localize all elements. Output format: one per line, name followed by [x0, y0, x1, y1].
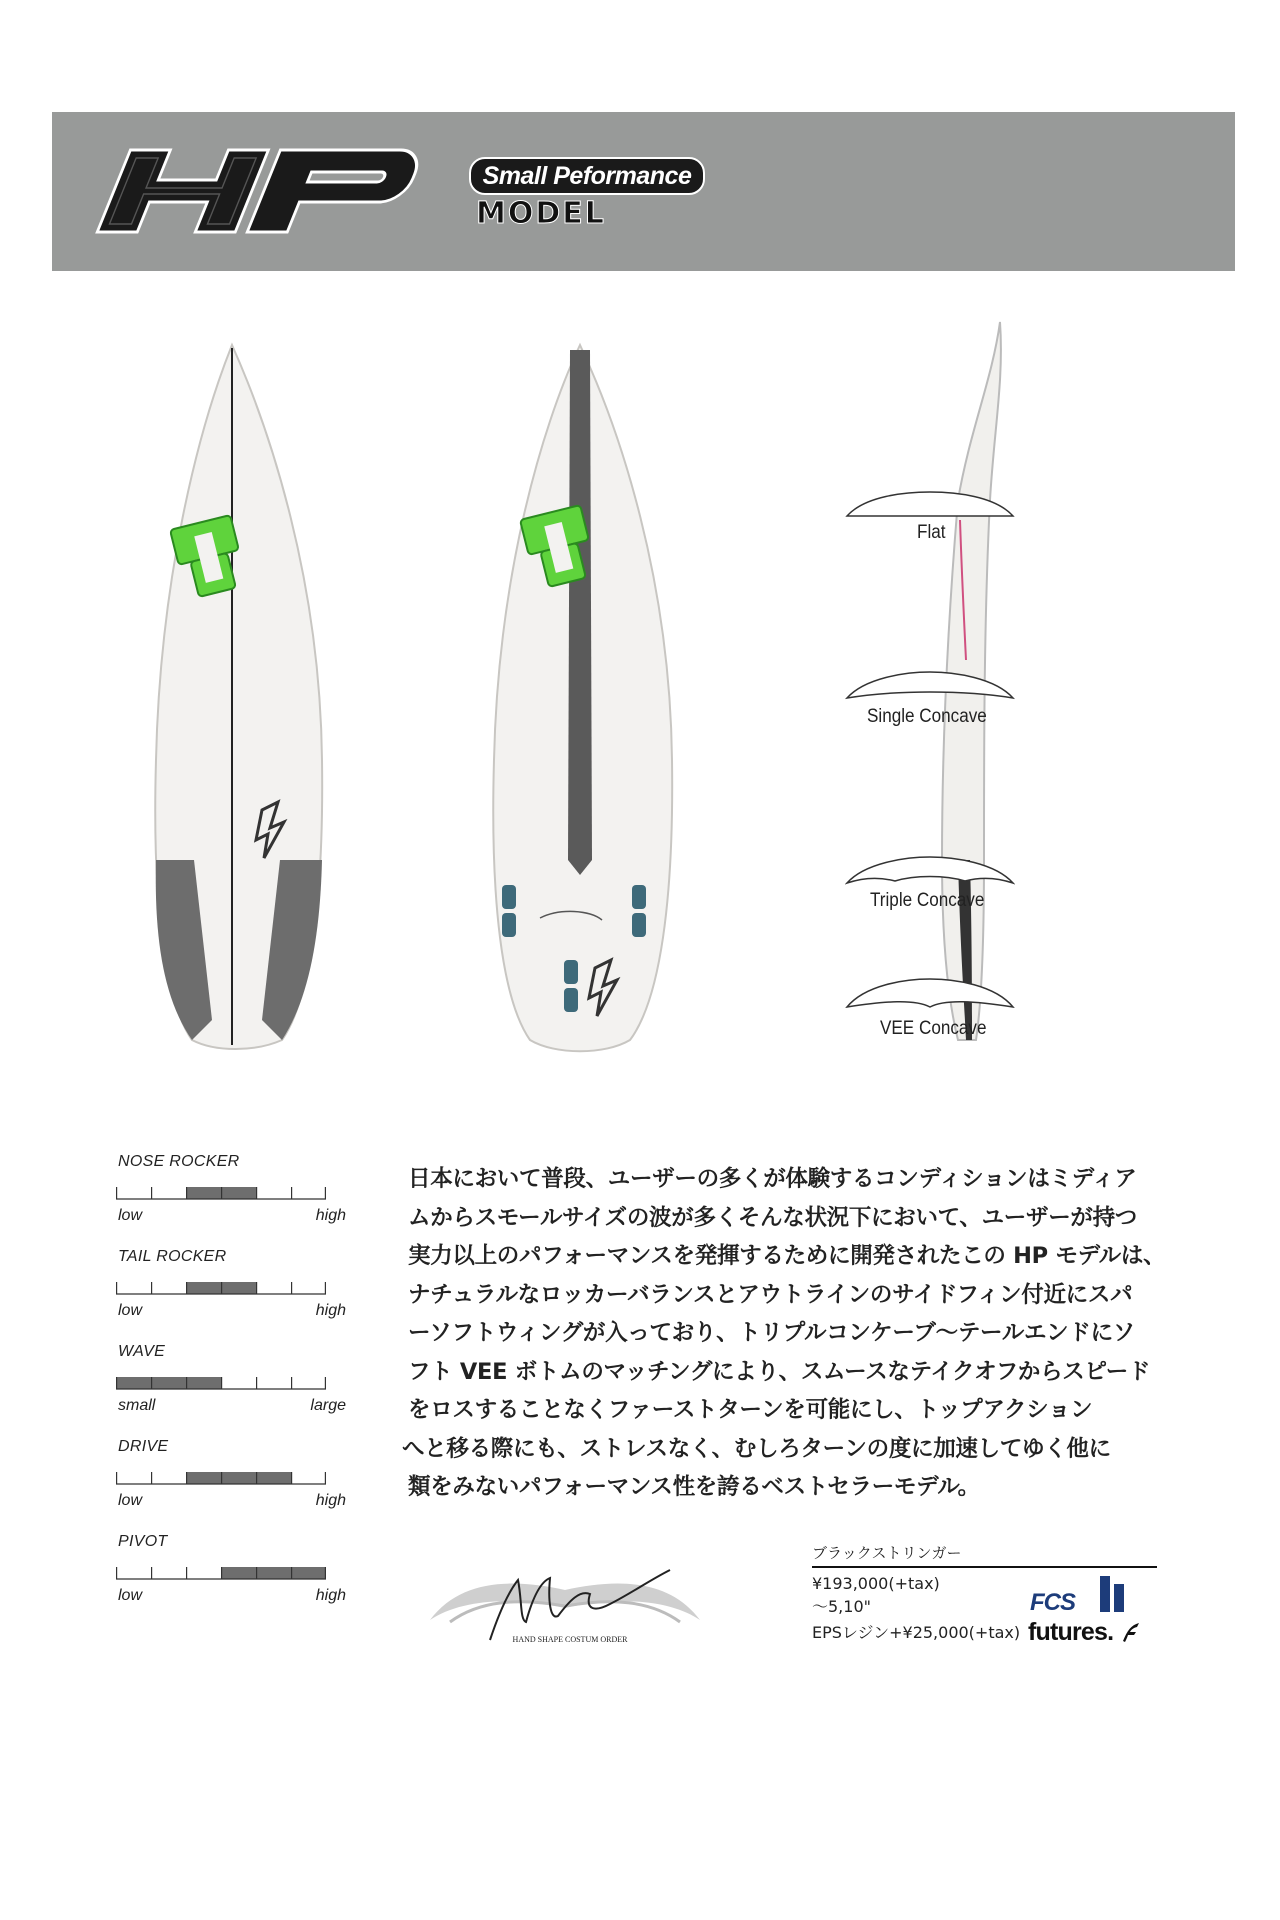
rating-title: TAIL ROCKER	[118, 1248, 227, 1265]
signature-logo	[420, 1560, 710, 1650]
model-label: MODEL	[476, 196, 606, 231]
hp-logo-text: HP	[92, 146, 94, 147]
description-line: 類をみないパフォーマンス性を誇るベストセラーモデル。	[408, 1474, 980, 1500]
eps-price-text: EPSレジン+¥25,000(+tax)	[812, 1623, 1021, 1642]
board-deck-image	[150, 340, 330, 1060]
rating-high-label: high	[315, 1587, 346, 1604]
rating-segment-filled	[221, 1567, 256, 1579]
rating-high-label: high	[315, 1207, 346, 1224]
rating-high-label: large	[310, 1397, 346, 1414]
rating-segment-filled	[151, 1377, 186, 1389]
rating-wave	[116, 1343, 346, 1433]
description-line: 実力以上のパフォーマンスを発揮するために開発されたこの HP モデルは、	[408, 1243, 1166, 1269]
rating-segment-filled	[186, 1187, 221, 1199]
size-text: 〜5,10"	[812, 1597, 871, 1616]
triple-concave-profile-shape	[845, 855, 1015, 887]
rating-segment-filled	[291, 1567, 326, 1579]
rating-title: NOSE ROCKER	[118, 1153, 240, 1170]
hp-logo	[92, 146, 432, 236]
rating-low-label: low	[118, 1302, 143, 1319]
rating-nose-rocker	[116, 1153, 346, 1243]
vee-concave-profile-shape	[845, 977, 1015, 1011]
rating-pivot	[116, 1533, 346, 1623]
rating-low-label: low	[118, 1492, 143, 1509]
futures-f-icon	[1119, 1621, 1141, 1643]
rating-bar	[116, 1373, 328, 1393]
small-performance-badge: Small Peformance	[469, 157, 705, 195]
rating-bar	[116, 1278, 328, 1298]
signature-caption: HAND SHAPE COSTUM ORDER	[512, 1635, 628, 1644]
rating-bar	[116, 1468, 328, 1488]
rating-high-label: high	[315, 1492, 346, 1509]
futures-logo	[1028, 1618, 1141, 1647]
description-line: ーソフトウィングが入っており、トリプルコンケーブ〜テールエンドにソ	[408, 1320, 1135, 1346]
rating-segment-filled	[186, 1472, 221, 1484]
rating-tail-rocker	[116, 1248, 346, 1338]
rating-segment-filled	[221, 1187, 256, 1199]
description-text	[402, 1160, 1188, 1507]
rating-drive	[116, 1438, 346, 1528]
rating-low-label: small	[118, 1397, 156, 1414]
rating-low-label: low	[118, 1587, 143, 1604]
rating-segment-filled	[256, 1472, 291, 1484]
rating-segment-filled	[221, 1282, 256, 1294]
description-line: ナチュラルなロッカーバランスとアウトラインのサイドフィン付近にスパ	[408, 1281, 1133, 1308]
rating-high-label: high	[315, 1302, 346, 1319]
profile-label-flat: Flat	[917, 522, 946, 543]
rating-segment-filled	[256, 1567, 291, 1579]
price-text: ¥193,000(+tax)	[812, 1574, 940, 1593]
rating-low-label: low	[118, 1207, 143, 1224]
rating-bar	[116, 1183, 328, 1203]
rating-segment-filled	[221, 1472, 256, 1484]
stringer-label: ブラックストリンガー	[812, 1542, 1157, 1568]
flat-profile-shape	[845, 490, 1015, 520]
rating-title: PIVOT	[118, 1533, 168, 1550]
fcs-logo-text: FCS	[1030, 1589, 1075, 1614]
description-line: ムからスモールサイズの波が多くそんな状況下において、ユーザーが持つ	[408, 1204, 1138, 1231]
description-line: をロスすることなくファーストターンを可能にし、トップアクション	[408, 1397, 1093, 1423]
rating-segment-filled	[186, 1377, 221, 1389]
profile-label-triple-concave: Triple Concave	[870, 890, 985, 911]
description-line: へと移る際にも、ストレスなく、むしろターンの度に加速してゆく他に	[402, 1435, 1111, 1462]
single-concave-profile-shape	[845, 670, 1015, 702]
profile-label-vee-concave: VEE Concave	[880, 1018, 987, 1039]
description-line: 日本において普段、ユーザーの多くが体験するコンディションはミディア	[408, 1166, 1137, 1192]
description-line: フト VEE ボトムのマッチングにより、スムースなテイクオフからスピード	[408, 1358, 1151, 1385]
futures-logo-text: futures.	[1028, 1618, 1114, 1646]
rating-title: WAVE	[118, 1343, 166, 1360]
rating-segment-filled	[116, 1377, 151, 1389]
fcs-logo	[1030, 1572, 1150, 1614]
rating-bar	[116, 1563, 328, 1583]
rating-title: DRIVE	[118, 1438, 169, 1455]
rating-segment-filled	[186, 1282, 221, 1294]
profile-label-single-concave: Single Concave	[867, 706, 987, 727]
board-bottom-image	[490, 340, 680, 1060]
